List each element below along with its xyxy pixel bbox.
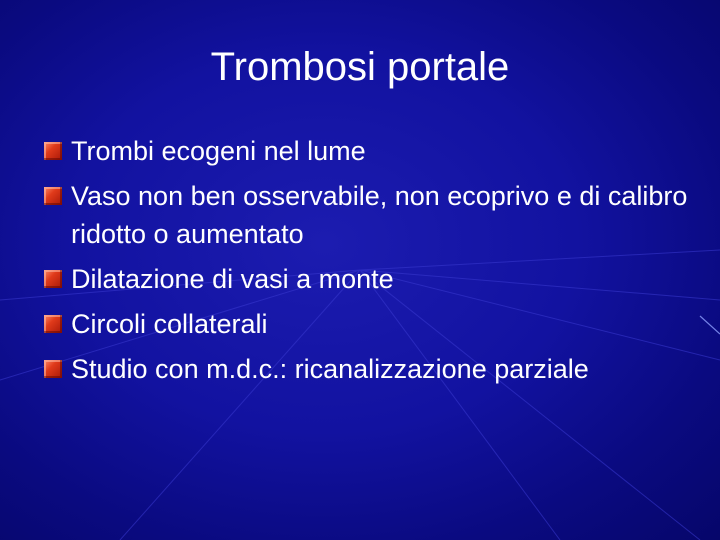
- red-square-bullet-icon: [44, 142, 62, 160]
- red-square-bullet-icon: [44, 360, 62, 378]
- list-item: [44, 350, 704, 388]
- list-item: [44, 305, 704, 343]
- red-square-bullet-icon: [44, 315, 62, 333]
- bullet-list: [44, 132, 704, 395]
- bullet-text: Dilatazione di vasi a monte: [71, 264, 394, 294]
- bullet-text: Vaso non ben osservabile, non ecoprivo e di calibro ridotto o aumentato: [71, 181, 688, 249]
- bullet-text: Studio con m.d.c.: ricanalizzazione parziale: [71, 354, 589, 384]
- red-square-bullet-icon: [44, 270, 62, 288]
- slide-title: Trombosi portale: [210, 45, 510, 89]
- list-item: [44, 132, 704, 170]
- red-square-bullet-icon: [44, 187, 62, 205]
- list-item: [44, 177, 704, 253]
- list-item: [44, 260, 704, 298]
- bullet-text: Circoli collaterali: [71, 309, 268, 339]
- bullet-text: Trombi ecogeni nel lume: [71, 136, 366, 166]
